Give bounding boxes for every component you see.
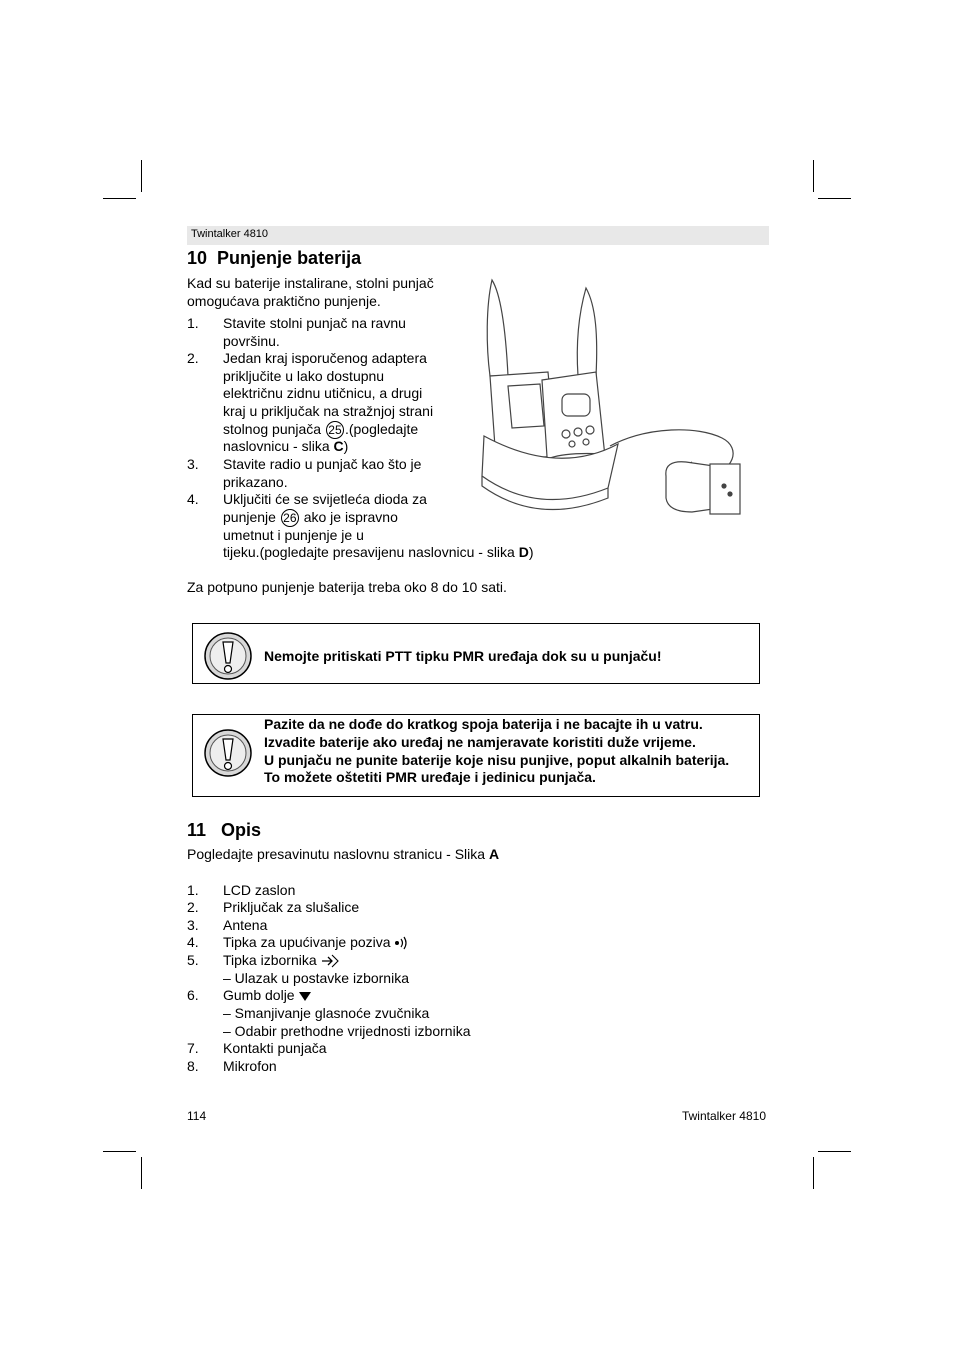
warning-box bbox=[192, 714, 760, 797]
item-label: Mikrofon bbox=[223, 1058, 277, 1074]
warning-text: To možete oštetiti PMR uređaje i jedinicu punjača. bbox=[264, 769, 596, 785]
item-number: 5. bbox=[187, 952, 199, 968]
down-triangle-icon bbox=[298, 990, 312, 1002]
item-number: 8. bbox=[187, 1058, 199, 1074]
warning-box bbox=[192, 623, 760, 684]
menu-arrow-icon bbox=[321, 954, 339, 968]
footer-product: Twintalker 4810 bbox=[681, 1109, 766, 1123]
crop-mark bbox=[103, 198, 136, 199]
item-number: 1. bbox=[187, 882, 199, 898]
intro-line: omogućava praktično punjenje. bbox=[187, 293, 381, 309]
running-title: Twintalker 4810 bbox=[191, 228, 269, 240]
item-label: Priključak za slušalice bbox=[223, 899, 360, 915]
callout-25: 25 bbox=[326, 421, 344, 439]
call-signal-icon bbox=[394, 936, 410, 950]
warning-text: Izvadite baterije ako uređaj ne namjeravate koristiti duže vrijeme. bbox=[264, 734, 696, 750]
item-sub-label: – Smanjivanje glasnoće zvučnika bbox=[223, 1005, 430, 1021]
section-11-intro: Pogledajte presavinutu naslovnu stranicu - Slika A bbox=[187, 846, 500, 862]
step-text: Stavite radio u punjač kao što je bbox=[223, 456, 422, 472]
item-sub-label: – Ulazak u postavke izbornika bbox=[223, 970, 409, 986]
step-text: Jedan kraj isporučenog adaptera bbox=[223, 350, 427, 366]
step-text: Uključiti će se svijetleća dioda za bbox=[223, 491, 427, 507]
step-number: 4. bbox=[187, 491, 199, 507]
running-header bbox=[187, 226, 769, 245]
crop-mark bbox=[141, 1157, 142, 1189]
step-number: 1. bbox=[187, 315, 199, 331]
walkie-talkie-charger-illustration bbox=[478, 276, 746, 524]
exclamation-icon bbox=[203, 631, 253, 681]
section-title: Punjenje baterija bbox=[217, 248, 362, 268]
step-text: stolnog punjača 25 .(pogledajte bbox=[223, 421, 419, 438]
warning-text: U punjaču ne punite baterije koje nisu punjive, poput alkalnih baterija. bbox=[264, 752, 730, 768]
item-number: 6. bbox=[187, 987, 199, 1003]
warning-text: Pazite da ne dođe do kratkog spoja baterija i ne bacajte ih u vatru. bbox=[264, 716, 703, 732]
item-label: Kontakti punjača bbox=[223, 1040, 327, 1056]
crop-mark bbox=[141, 160, 142, 192]
crop-mark bbox=[818, 1151, 851, 1152]
section-11-heading bbox=[187, 820, 261, 841]
step-text: Stavite stolni punjač na ravnu bbox=[223, 315, 406, 331]
item-number: 7. bbox=[187, 1040, 199, 1056]
crop-mark bbox=[103, 1151, 136, 1152]
item-label: Gumb dolje bbox=[223, 986, 312, 1004]
step-text: električnu zidnu utičnicu, a drugi bbox=[223, 385, 423, 401]
step-text: tijeku.(pogledajte presavijenu naslovnicu - slika D) bbox=[223, 544, 534, 560]
item-label: LCD zaslon bbox=[223, 882, 296, 898]
step-number: 3. bbox=[187, 456, 199, 472]
item-number: 4. bbox=[187, 934, 199, 950]
crop-mark bbox=[818, 198, 851, 199]
warning-text: Nemojte pritiskati PTT tipku PMR uređaja dok su u punjaču! bbox=[264, 648, 662, 664]
crop-mark bbox=[813, 160, 814, 192]
section-10-heading bbox=[187, 248, 361, 269]
step-text: površinu. bbox=[223, 333, 280, 349]
step-text: prikazano. bbox=[223, 474, 288, 490]
callout-26: 26 bbox=[281, 509, 299, 527]
section-number: 11 bbox=[187, 820, 207, 840]
item-number: 3. bbox=[187, 917, 199, 933]
exclamation-icon bbox=[203, 728, 253, 778]
section-title: Opis bbox=[221, 820, 262, 840]
crop-mark bbox=[813, 1157, 814, 1189]
item-sub-label: – Odabir prethodne vrijednosti izbornika bbox=[223, 1023, 471, 1039]
page-number: 114 bbox=[187, 1109, 207, 1123]
section-number: 10 bbox=[187, 248, 208, 268]
step-text: kraj u priključak na stražnjoj strani bbox=[223, 403, 434, 419]
item-label: Antena bbox=[223, 917, 268, 933]
step-text: punjenje 26 ako je ispravno bbox=[223, 509, 398, 526]
step-text: umetnut i punjenje je u bbox=[223, 527, 364, 543]
intro-line: Kad su baterije instalirane, stolni punjač bbox=[187, 275, 434, 291]
step-text: naslovnicu - slika C) bbox=[223, 438, 349, 454]
item-label: Tipka izbornika bbox=[223, 951, 339, 969]
step-text: priključite u lako dostupnu bbox=[223, 368, 385, 384]
full-charge-note: Za potpuno punjenje baterija treba oko 8 do 10 sati. bbox=[187, 579, 507, 595]
step-number: 2. bbox=[187, 350, 199, 366]
item-number: 2. bbox=[187, 899, 199, 915]
item-label: Tipka za upućivanje poziva bbox=[223, 933, 410, 951]
